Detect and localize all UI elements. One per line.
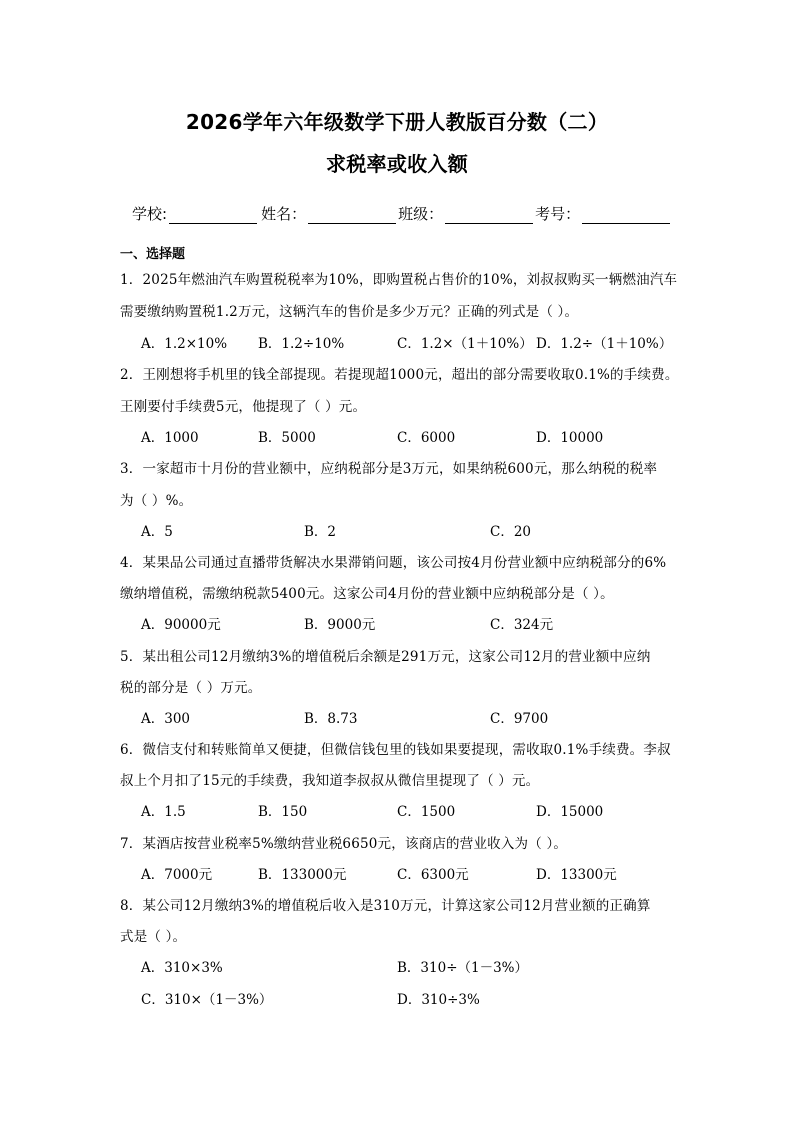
- option-a[interactable]: A．1000: [141, 430, 199, 446]
- question-text: 6．微信支付和转账简单又便捷，但微信钱包里的钱如果要提现，需收取0.1%手续费。李叔: [120, 742, 671, 758]
- exam-number-label: 考号：: [535, 205, 581, 223]
- option-d[interactable]: D．1.2÷（1＋10%）: [536, 336, 673, 352]
- option-c[interactable]: C．324元: [490, 617, 554, 633]
- question-text: 8．某公司12月缴纳3%的增值税后收入是310万元，计算这家公司12月营业额的正确算: [120, 898, 651, 914]
- option-b[interactable]: B．9000元: [304, 617, 376, 633]
- option-c[interactable]: C．9700: [490, 711, 549, 727]
- option-b[interactable]: B．1.2÷10%: [258, 336, 345, 352]
- question-text: 2．王刚想将手机里的钱全部提现。若提现超1000元，超出的部分需要收取0.1%的手续费。: [120, 367, 679, 383]
- option-a[interactable]: A．90000元: [141, 617, 221, 633]
- question-text: 需要缴纳购置税1.2万元，这辆汽车的售价是多少万元？正确的列式是（ ）。: [120, 304, 579, 320]
- question-text: 为（ ）%。: [120, 493, 193, 509]
- option-b[interactable]: B．5000: [258, 430, 316, 446]
- option-d[interactable]: D．10000: [536, 430, 604, 446]
- option-a[interactable]: A．310×3%: [141, 960, 223, 976]
- option-b[interactable]: B．133000元: [258, 867, 347, 883]
- question-text: 1．2025年燃油汽车购置税税率为10%，即购置税占售价的10%，刘叔叔购买一辆燃油汽车: [120, 272, 678, 288]
- question-text: 3．一家超市十月份的营业额中，应纳税部分是3万元，如果纳税600元，那么纳税的税率: [120, 461, 658, 477]
- option-b[interactable]: B．150: [258, 804, 308, 820]
- page-subtitle: 求税率或收入额: [325, 152, 469, 176]
- class-label: 班级：: [398, 205, 444, 223]
- student-info-row: [132, 200, 670, 224]
- page-title: 2026学年六年级数学下册人教版百分数（二）: [185, 110, 609, 134]
- option-c[interactable]: C．20: [490, 524, 532, 540]
- option-d[interactable]: D．15000: [536, 804, 604, 820]
- question-text: 7．某酒店按营业税率5%缴纳营业税6650元，该商店的营业收入为（ ）。: [120, 836, 568, 852]
- option-a[interactable]: A．300: [141, 711, 191, 727]
- question-text: 5．某出租公司12月缴纳3%的增值税后余额是291万元，这家公司12月的营业额中应纳: [120, 649, 651, 665]
- question-text: 税的部分是（ ）万元。: [120, 680, 262, 696]
- option-b[interactable]: B．2: [304, 524, 337, 540]
- exam-number-blank[interactable]: [582, 205, 670, 224]
- option-d[interactable]: D．13300元: [536, 867, 617, 883]
- option-c[interactable]: C．1.2×（1＋10%）: [397, 336, 533, 352]
- question-text: 叔上个月扣了15元的手续费，我知道李叔叔从微信里提现了（ ）元。: [120, 773, 540, 789]
- school-blank[interactable]: [169, 205, 257, 224]
- option-c[interactable]: C．310×（1－3%）: [141, 992, 273, 1008]
- name-blank[interactable]: [308, 205, 396, 224]
- option-b[interactable]: B．310÷（1－3%）: [397, 960, 529, 976]
- option-d[interactable]: D．310÷3%: [397, 992, 480, 1008]
- option-b[interactable]: B．8.73: [304, 711, 358, 727]
- option-a[interactable]: A．5: [141, 524, 173, 540]
- option-c[interactable]: C．1500: [397, 804, 456, 820]
- school-label: 学校:: [132, 205, 168, 223]
- question-text: 缴纳增值税，需缴纳税款5400元。这家公司4月份的营业额中应纳税部分是（ ）。: [120, 586, 614, 602]
- option-a[interactable]: A．1.2×10%: [141, 336, 228, 352]
- option-a[interactable]: A．1.5: [141, 804, 186, 820]
- class-blank[interactable]: [445, 205, 533, 224]
- question-text: 式是（ ）。: [120, 929, 187, 945]
- option-c[interactable]: C．6000: [397, 430, 456, 446]
- question-text: 王刚要付手续费5元，他提现了（ ）元。: [120, 399, 367, 415]
- option-a[interactable]: A．7000元: [141, 867, 213, 883]
- option-c[interactable]: C．6300元: [397, 867, 469, 883]
- name-label: 姓名：: [261, 205, 307, 223]
- question-text: 4．某果品公司通过直播带货解决水果滞销问题，该公司按4月份营业额中应纳税部分的6%: [120, 555, 667, 571]
- section-heading: 一、选择题: [120, 247, 186, 262]
